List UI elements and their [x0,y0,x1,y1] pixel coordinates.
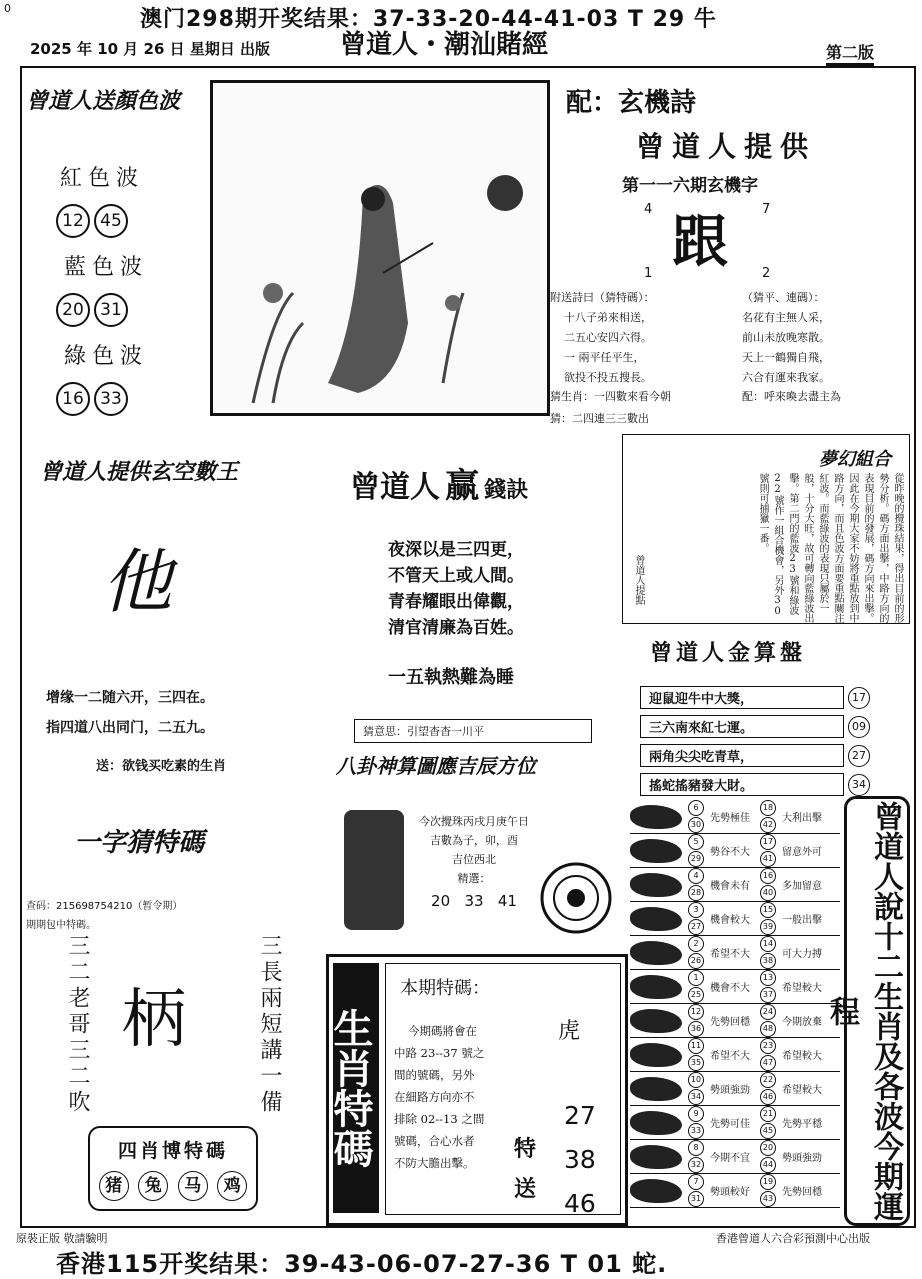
zodiac-tip: 今期不宜 [710,1153,750,1164]
zodiac-number: 20 [760,1140,776,1156]
bagua-day: 今次攪珠丙戌月庚午日 [419,815,529,828]
money-note: 猜意思：引望杳杳一川平 [354,719,592,743]
poem-line: 名花有主無人采， [742,311,830,324]
zodiac-number: 31 [688,1191,704,1207]
money-title-2: 赢 [445,466,480,506]
zodiac-number: 27 [688,919,704,935]
masthead: 曾道人・潮汕賭經 [340,30,549,60]
page-mark: 0 [4,2,11,15]
zodiac-row [630,902,840,936]
xuankong-send: 送：欲钱买吃素的生肖 [96,759,227,774]
zodiac-animal-icon [630,1009,682,1033]
zodiac-animal-icon [630,839,682,863]
page-header [0,0,922,68]
publish-date: 2025 年 10 月 26 日 星期日 出版 [30,40,271,58]
zodiac-tip: 勢頭較好 [710,1187,750,1198]
special-section [326,954,628,1226]
zodiac-tip: 可大力搏 [782,949,822,960]
zodiac-tip: 希望不大 [710,949,750,960]
issue-title: 第一一六期玄機字 [622,176,758,196]
poem-line: 二五心安四六得。 [564,331,652,344]
xuankong-title: 曾道人提供玄空數王 [40,459,239,485]
zodiac-tip: 勢谷不大 [710,847,750,858]
poem-section [550,82,912,425]
calc-line-num: 17 [848,687,870,709]
zodiac-number: 21 [760,1106,776,1122]
verse-line: 青春耀眼出偉觀， [388,592,524,612]
zodiac-number: 40 [760,885,776,901]
zodiac-animal-icon [630,1077,682,1101]
xuankong-section [26,455,326,785]
provider-title: 曾道人提供 [636,130,817,163]
four-xiao-item: 兔 [138,1171,168,1201]
calc-title: 曾道人金算盤 [650,640,807,666]
zodiac-tip: 先勢極佳 [710,813,750,824]
oneword-section [26,800,316,1220]
bagua-section [330,750,620,940]
poem-right-head: （猜平、連碼）： [742,291,825,304]
zodiac-number: 3 [688,902,704,918]
zodiac-number: 26 [688,953,704,969]
zodiac-number: 12 [688,1004,704,1020]
zodiac-number: 24 [760,1004,776,1020]
zodiac-number: 35 [688,1055,704,1071]
money-section [340,458,610,738]
zodiac-tip: 先勢回穩 [782,1187,822,1198]
money-title-3: 錢訣 [484,477,529,503]
zodiac-tip: 希望較大 [782,1051,822,1062]
red-wave-label: 紅色波 [60,166,145,191]
oneword-title: 一字猜特碼 [74,828,205,858]
dream-paragraph: 從昨晚的攪珠結果，得出目前的形勢分析。碼方面出擊，中路方向的表現目前的發展，碼方向來出擊。因此在今期大家不妨將重點放到中路方向，而且色波方面要重點關注紅波。而藍綠波的表現只屬於一般，十分大旺，故可轉向藍綠波出擊。第二門的藍波23號和綠波22號作一組合機會，另外30號則可捕獵一番。 [757,473,903,623]
zodiac-number: 42 [760,817,776,833]
zodiac-number: 19 [760,1174,776,1190]
special-text-line: 今期碼將會在 [408,1024,477,1038]
page-footer [0,1228,922,1276]
dream-title: 夢幻組合 [819,449,891,470]
poem-line: 十八子弟來相送， [564,311,652,324]
green-wave-label: 綠色波 [64,344,149,369]
special-text-line: 間的號碼，另外 [394,1068,475,1082]
bagua-num: 41 [497,892,517,910]
special-te: 特 [514,1136,537,1162]
money-title-1: 曾道人 [350,470,440,505]
zodiac-number: 17 [760,834,776,850]
calc-line-text: 三六南來紅七運。 [640,715,844,738]
bagua-wheel-icon [538,860,614,936]
zodiac-number: 8 [688,1140,704,1156]
poem-right [742,288,912,388]
zodiac-animal-icon [630,873,682,897]
num-tr: 7 [762,202,771,217]
verse-line: 清官清廉為百姓。 [388,618,524,638]
bagua-info [414,812,534,911]
special-num: 46 [564,1189,596,1218]
xuankong-line-1: 增缘一二随六开，三四在。 [46,690,214,706]
special-num: 27 [564,1101,596,1130]
zodiac-number: 45 [760,1123,776,1139]
bagua-lucky: 吉數為子，卯，酉 [430,834,518,847]
zodiac-table [630,800,840,1208]
poem-left [550,288,730,388]
bagua-title: 八卦神算圖應吉辰方位 [336,754,536,778]
zodiac-number: 22 [760,1072,776,1088]
red-ball-2: 45 [94,204,128,238]
pei-line: 配：呼來喚去盡主為 [742,390,841,403]
four-xiao-item: 鸡 [217,1171,247,1201]
calc-line [640,714,910,739]
calc-line-text: 搖蛇搖豬發大財。 [640,773,844,796]
fisher-lady-image [213,83,547,413]
calc-lines [640,685,910,797]
zodiac-number: 47 [760,1055,776,1071]
zodiac-number: 10 [688,1072,704,1088]
zodiac-tip: 留意外可 [782,847,822,858]
blue-ball-1: 20 [56,293,90,327]
zodiac-tip: 今期放棄 [782,1017,822,1028]
zodiac-animal-icon [630,907,682,931]
edition-label: 第二版 [826,40,874,66]
bagua-num: 20 [431,892,451,910]
zodiac-number: 32 [688,1157,704,1173]
poem-line: 一 兩平任平生， [564,351,645,364]
zodiac-number: 2 [688,936,704,952]
zodiac-number: 23 [760,1038,776,1054]
oneword-right-col: 三長兩短講一備 [257,934,282,1116]
num-br: 2 [762,266,771,281]
footer-left-note: 原裝正版 敬請驗明 [16,1232,108,1245]
red-ball-1: 12 [56,204,90,238]
pei-title: 配：玄機詩 [566,88,697,118]
green-ball-2: 33 [94,382,128,416]
zodiac-row [630,1106,840,1140]
zodiac-tip: 先勢可佳 [710,1119,750,1130]
zodiac-tip: 大利出擊 [782,813,822,824]
poem-left-head: 附送詩曰（猜特碼）： [550,291,655,304]
special-num: 38 [564,1145,596,1174]
zodiac-row [630,970,840,1004]
calc-section [640,636,910,796]
zodiac-row [630,834,840,868]
blue-ball-2: 31 [94,293,128,327]
warrior-image [344,810,404,930]
zodiac-number: 28 [688,885,704,901]
bagua-pick: 精選： [457,872,491,885]
zodiac-tip: 機會較大 [710,915,750,926]
zodiac-tip: 機會不大 [710,983,750,994]
guess-shengxiao: 猜生肖：一四數來看今朝 [550,390,671,403]
zodiac-tip: 希望不大 [710,1051,750,1062]
zodiac-number: 6 [688,800,704,816]
zodiac-number: 46 [760,1089,776,1105]
four-xiao-title: 四肖博特碼 [117,1140,228,1162]
blue-wave-label: 藍色波 [64,255,149,280]
zodiac-number: 36 [688,1021,704,1037]
oneword-note: 期期包中特碼。 [26,920,96,931]
special-numbers [564,1094,596,1226]
zodiac-row [630,1072,840,1106]
zodiac-tip: 希望較大 [782,983,822,994]
zodiac-animal-icon [630,1145,682,1169]
calc-line [640,772,910,797]
guess-2: 猜：二四連三三數出 [550,412,649,425]
zodiac-row [630,1174,840,1208]
illustration-frame [210,80,550,416]
zodiac-number: 14 [760,936,776,952]
zodiac-section [630,796,910,1226]
special-inner [385,963,621,1218]
zodiac-number: 15 [760,902,776,918]
zodiac-number: 33 [688,1123,704,1139]
zodiac-row [630,1140,840,1174]
zodiac-row [630,800,840,834]
poem-line: 前山未放晚寒散。 [742,331,830,344]
zodiac-number: 18 [760,800,776,816]
color-wave-title: 曾道人送顏色波 [26,88,181,114]
special-text-line: 中路 23--37 號之 [394,1046,485,1060]
bagua-num: 33 [464,892,484,910]
zodiac-side-title: 曾道人說十二生肖及各波今期運程 [844,796,910,1226]
zodiac-number: 5 [688,834,704,850]
zodiac-number: 43 [760,1191,776,1207]
num-bl: 1 [644,266,653,281]
zodiac-number: 30 [688,817,704,833]
calc-line [640,685,910,710]
special-song: 送 [514,1176,537,1202]
zodiac-number: 38 [760,953,776,969]
zodiac-tip: 先勢平穩 [782,1119,822,1130]
zodiac-tip: 多加留意 [782,881,822,892]
special-text-line: 在細路方向亦不 [394,1090,475,1104]
zodiac-row [630,936,840,970]
zodiac-tip: 一般出擊 [782,915,822,926]
zodiac-number: 41 [760,851,776,867]
macau-result: 澳门298期开奖结果：37-33-20-44-41-03 T 29 牛 [140,7,717,32]
zodiac-number: 16 [760,868,776,884]
poem-line: 天上一鶴獨自飛， [742,351,830,364]
zodiac-tip: 機會未有 [710,881,750,892]
money-verse [388,537,610,641]
zodiac-number: 7 [688,1174,704,1190]
zodiac-number: 1 [688,970,704,986]
zodiac-number: 48 [760,1021,776,1037]
zodiac-animal-icon [630,941,682,965]
footer-right-note: 香港曾道人六合彩預測中心出版 [716,1232,870,1245]
poem-line: 六合有運來我家。 [742,371,830,384]
zodiac-number: 29 [688,851,704,867]
zodiac-tip: 先勢回穩 [710,1017,750,1028]
zodiac-animal-icon [630,805,682,829]
num-tl: 4 [644,202,653,217]
zodiac-animal-icon [630,1111,682,1135]
calc-line-num: 27 [848,745,870,767]
special-text-line: 排除 02--13 之間 [394,1112,485,1126]
calc-line-text: 迎鼠迎牛中大獎， [640,686,844,709]
four-xiao-item: 猪 [99,1171,129,1201]
money-extra: 一五執熱難為睡 [388,667,514,688]
four-xiao-item: 马 [178,1171,208,1201]
zodiac-animal-icon [630,975,682,999]
special-animal: 虎 [557,1019,580,1044]
calc-line-num: 09 [848,716,870,738]
oneword-left-col: 三二老哥三二吹 [65,934,90,1116]
zodiac-row [630,1038,840,1072]
zodiac-tip: 希望較大 [782,1085,822,1096]
green-ball-1: 16 [56,382,90,416]
special-text-line: 不防大膽出擊。 [394,1156,475,1170]
zodiac-number: 39 [760,919,776,935]
zodiac-number: 34 [688,1089,704,1105]
zodiac-number: 4 [688,868,704,884]
dream-sign: 曾道人提點 [633,555,644,605]
zodiac-row [630,868,840,902]
calc-line [640,743,910,768]
oneword-big-char: 柄 [122,983,186,1057]
xuankong-line-2: 指四道八出同门，二五九。 [46,720,214,736]
verse-line: 不管天上或人間。 [388,566,524,586]
verse-line: 夜深以是三四更， [388,540,524,560]
special-title: 本期特碼： [400,978,490,999]
zodiac-number: 9 [688,1106,704,1122]
zodiac-number: 11 [688,1038,704,1054]
calc-line-text: 兩角尖尖吃青草， [640,744,844,767]
zodiac-animal-icon [630,1179,682,1203]
poem-line: 欲投不投五搜長。 [564,371,652,384]
contact-line: 查码：215698754210（暂令期） [26,901,183,912]
color-wave-section [26,84,206,416]
bagua-dir: 吉位西北 [452,853,496,866]
zodiac-number: 37 [760,987,776,1003]
zodiac-animal-icon [630,1043,682,1067]
zodiac-number: 13 [760,970,776,986]
special-side-title: 生肖特碼 [333,963,379,1213]
dream-section [622,434,910,624]
special-text-line: 號碼，合心水者 [394,1134,475,1148]
calc-line-num: 34 [848,774,870,796]
zodiac-number: 25 [688,987,704,1003]
zodiac-tip: 勢頭強勁 [710,1085,750,1096]
zodiac-tip: 勢頭強勁 [782,1153,822,1164]
zodiac-row [630,1004,840,1038]
hk-result: 香港115开奖结果：39-43-06-07-27-36 T 01 蛇. [56,1250,668,1278]
four-xiao-box [88,1126,258,1211]
big-char: 跟 [672,209,728,275]
handwritten-char: 他 [102,541,172,623]
zodiac-number: 44 [760,1157,776,1173]
